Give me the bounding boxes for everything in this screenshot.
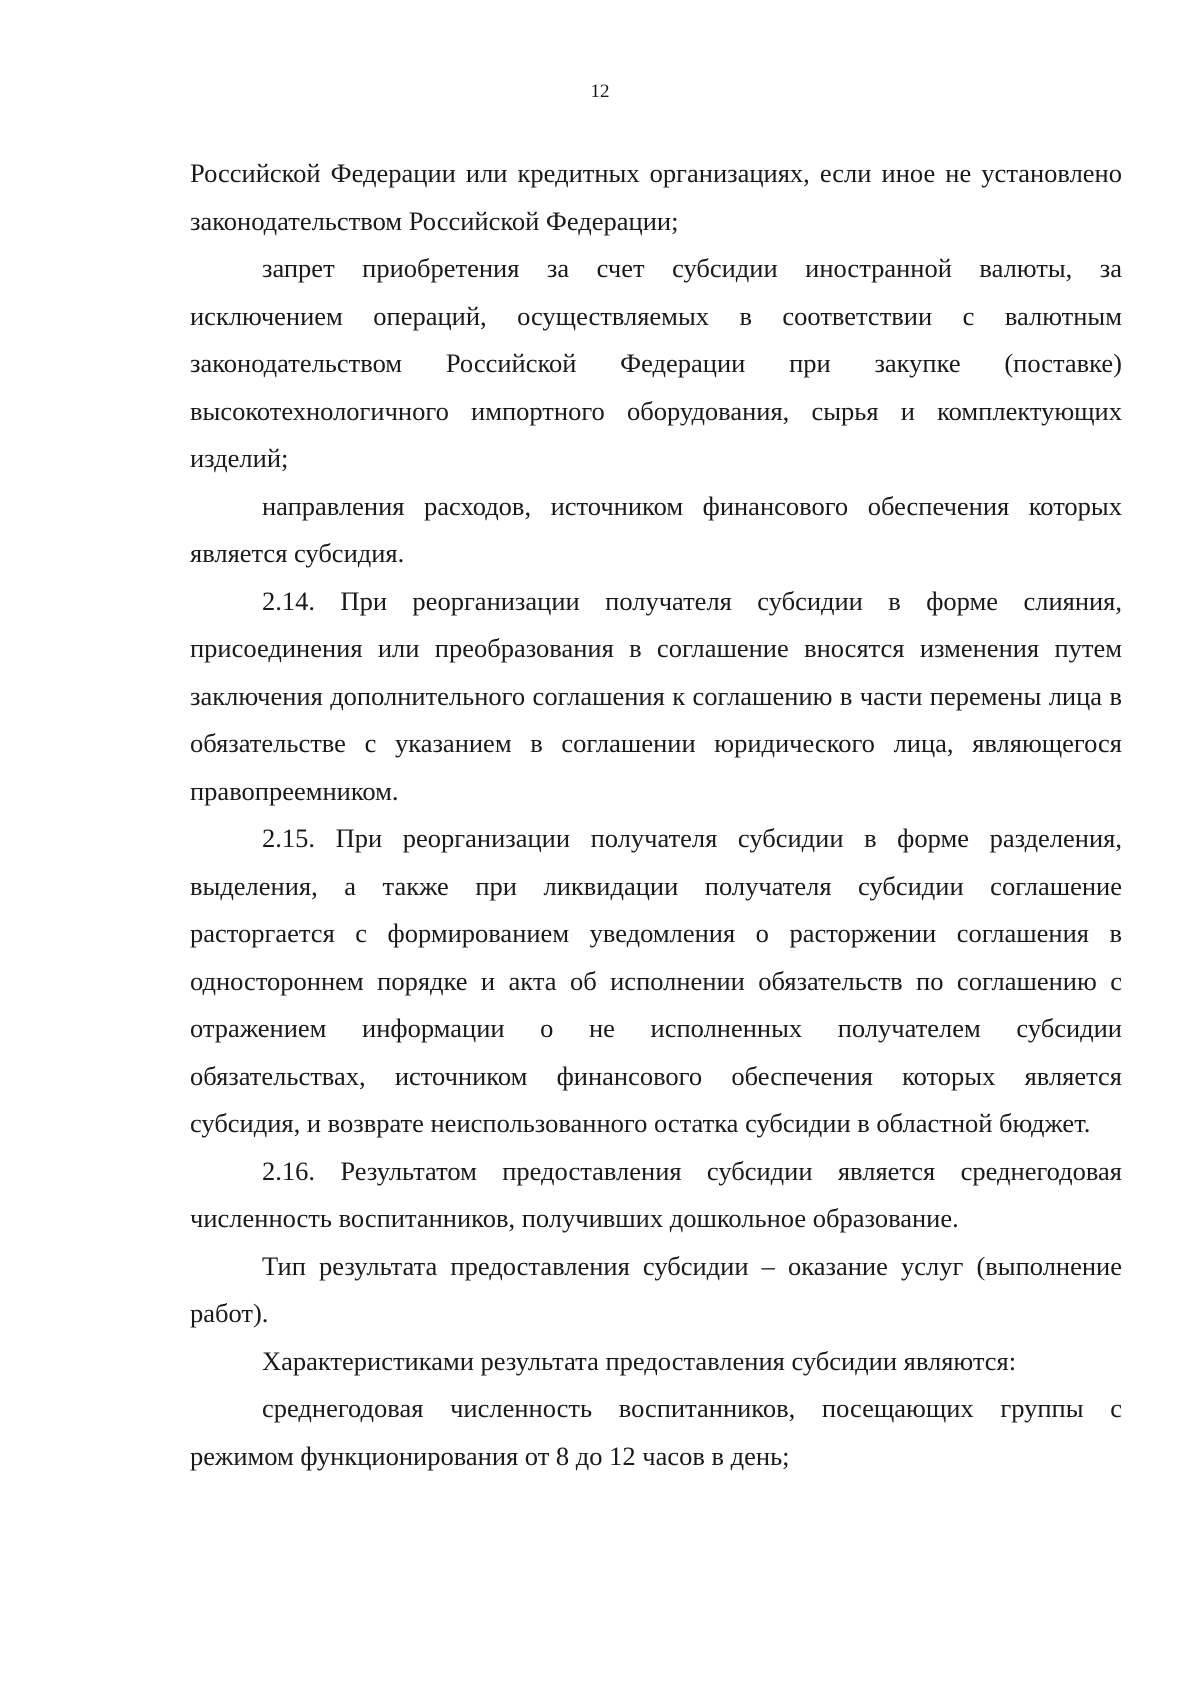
paragraph-currency-ban: запрет приобретения за счет субсидии иностранной валюты, за исключением операций, осуществляемых в соответствии с валютным законодательством Российской Федерации при закупке (поставке) высокотехнологичного импортного оборудования, сырья и комплектующих изделий;: [190, 253, 1122, 473]
paragraph-2-14: 2.14. При реорганизации получателя субсидии в форме слияния, присоединения или преобразования в соглашение вносятся изменения путем заключения дополнительного соглашения к соглашению в части перемены лица в обязательстве с указанием в соглашении юридического лица, являющегося правопреемником.: [190, 585, 1122, 806]
paragraph-characteristics: Характеристиками результата предоставления субсидии являются:: [262, 1345, 1017, 1376]
paragraph-expense-directions: направления расходов, источником финансового обеспечения которых является субсидия.: [190, 490, 1122, 568]
paragraph-2-15: 2.15. При реорганизации получателя субсидии в форме разделения, выделения, а также при ликвидации получателя субсидии соглашение расторгается с формированием уведомления о расторжении соглашения в одностороннем порядке и акта об исполнении обязательств по соглашению с отражением информации о не исполненных получателем субсидии обязательствах, источником финансового обеспечения которых является субсидия, и возврате неиспользованного остатка субсидии в областной бюджет.: [190, 823, 1122, 1138]
document-body: [190, 150, 1122, 1480]
paragraph-2-16: 2.16. Результатом предоставления субсидии является среднегодовая численность воспитанников, получивших дошкольное образование.: [190, 1155, 1122, 1233]
paragraph-result-type: Тип результата предоставления субсидии – оказание услуг (выполнение работ).: [190, 1250, 1122, 1328]
page-number: 12: [590, 81, 610, 102]
paragraph-average-count: среднегодовая численность воспитанников, посещающих группы с режимом функционирования от 8 до 12 часов в день;: [190, 1393, 1122, 1471]
paragraph-continuation: Российской Федерации или кредитных организациях, если иное не установлено законодательством Российской Федерации;: [190, 158, 1122, 236]
